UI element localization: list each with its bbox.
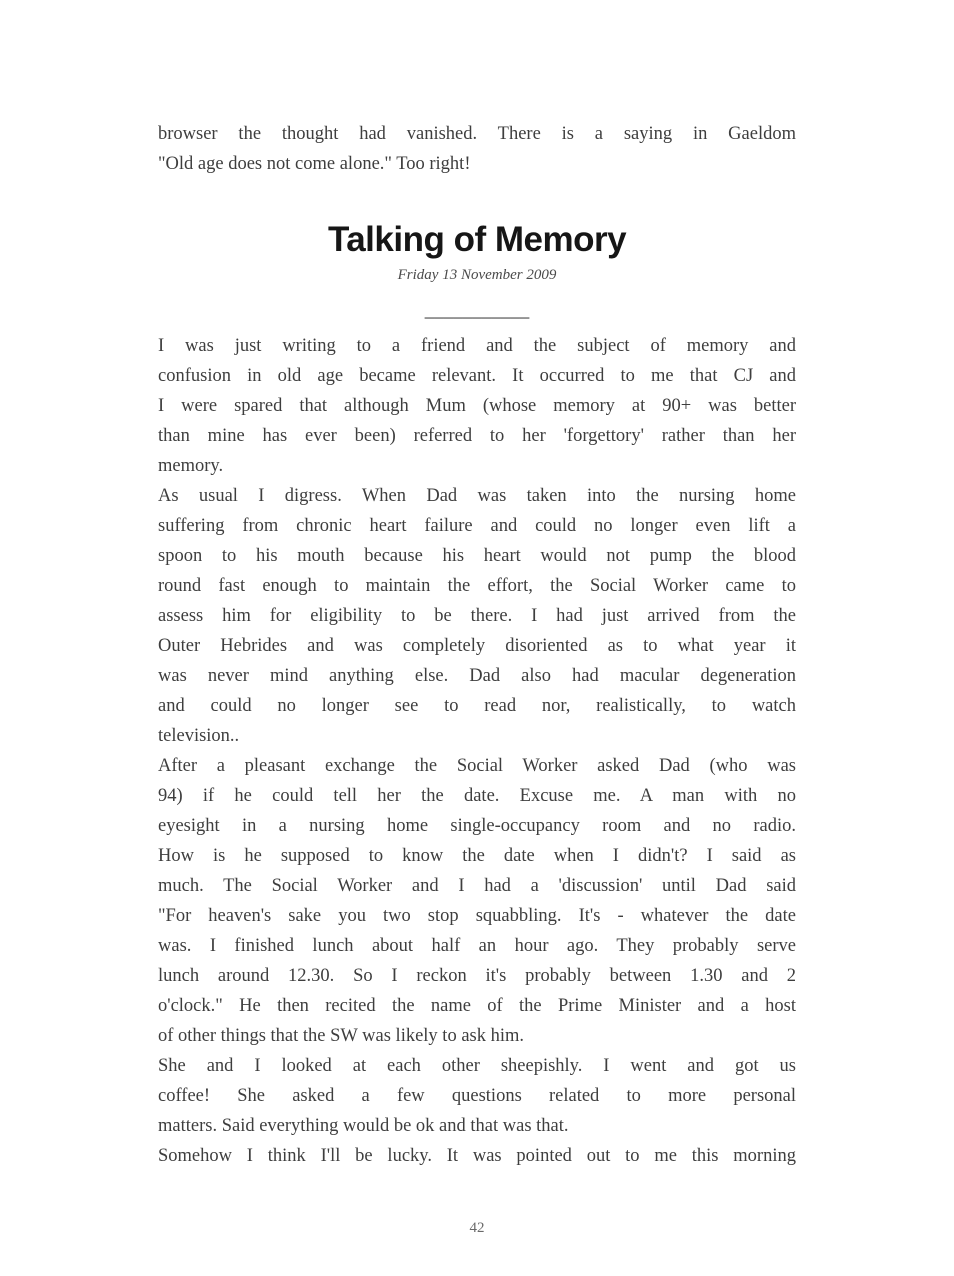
paragraph	[158, 481, 796, 751]
paragraph	[158, 331, 796, 481]
text-line: She and I looked at each other sheepishly. I went and got us	[158, 1056, 796, 1076]
text-line: television..	[158, 726, 240, 746]
text-line: "For heaven's sake you two stop squabbling. It's - whatever the date	[158, 906, 796, 926]
text-line: eyesight in a nursing home single-occupancy room and no radio.	[158, 816, 796, 836]
text-line: As usual I digress. When Dad was taken into the nursing home	[158, 486, 796, 506]
text-line: I were spared that although Mum (whose memory at 90+ was better	[158, 396, 796, 416]
article-body	[158, 331, 796, 1171]
text-line: was. I finished lunch about half an hour ago. They probably serve	[158, 936, 796, 956]
text-line: lunch around 12.30. So I reckon it's probably between 1.30 and 2	[158, 966, 796, 986]
paragraph	[158, 1051, 796, 1141]
text-line: Somehow I think I'll be lucky. It was pointed out to me this morning	[158, 1146, 796, 1166]
post-date: Friday 13 November 2009	[397, 267, 557, 283]
text-line: memory.	[158, 456, 224, 476]
text-line: Outer Hebrides and was completely disoriented as to what year it	[158, 636, 796, 656]
paragraph	[158, 1141, 796, 1171]
section-divider: ___________	[424, 300, 530, 321]
text-line: "Old age does not come alone." Too right!	[158, 154, 471, 174]
text-line: After a pleasant exchange the Social Worker asked Dad (who was	[158, 756, 796, 776]
text-line: 94) if he could tell her the date. Excuse me. A man with no	[158, 786, 796, 806]
paragraph	[158, 751, 796, 1051]
text-column	[158, 0, 796, 1237]
text-line: than mine has ever been) referred to her 'forgettory' rather than her	[158, 426, 796, 446]
text-line: of other things that the SW was likely to ask him.	[158, 1026, 525, 1046]
text-line: coffee! She asked a few questions related to more personal	[158, 1086, 796, 1106]
text-line: and could no longer see to read nor, realistically, to watch	[158, 696, 796, 716]
text-line: matters. Said everything would be ok and that was that.	[158, 1116, 569, 1136]
intro-paragraph	[158, 119, 796, 179]
text-line: suffering from chronic heart failure and could no longer even lift a	[158, 516, 796, 536]
text-line: spoon to his mouth because his heart would not pump the blood	[158, 546, 796, 566]
text-line: How is he supposed to know the date when I didn't? I said as	[158, 846, 796, 866]
post-title: Talking of Memory	[327, 220, 627, 259]
text-line: was never mind anything else. Dad also had macular degeneration	[158, 666, 796, 686]
text-line: round fast enough to maintain the effort, the Social Worker came to	[158, 576, 796, 596]
text-line: I was just writing to a friend and the subject of memory and	[158, 336, 796, 356]
page-number: 42	[469, 1220, 485, 1236]
text-line: o'clock." He then recited the name of the Prime Minister and a host	[158, 996, 796, 1016]
text-line: much. The Social Worker and I had a 'discussion' until Dad said	[158, 876, 796, 896]
text-line: browser the thought had vanished. There is a saying in Gaeldom	[158, 124, 796, 144]
text-line: assess him for eligibility to be there. I had just arrived from the	[158, 606, 796, 626]
text-line: confusion in old age became relevant. It occurred to me that CJ and	[158, 366, 796, 386]
